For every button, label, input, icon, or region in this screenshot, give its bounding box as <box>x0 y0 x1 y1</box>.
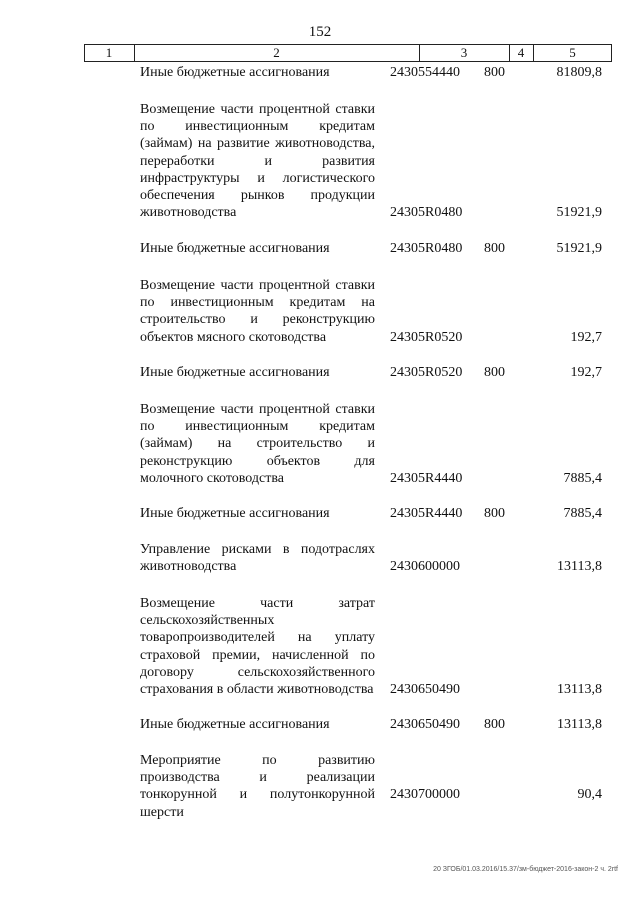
row-name: Иные бюджетные ассигнования <box>140 506 330 521</box>
table-header-row <box>84 44 612 62</box>
row-code: 2430650490 <box>390 682 460 697</box>
row-group: 800 <box>484 241 505 256</box>
row-sum: 90,4 <box>577 787 602 802</box>
row-code: 2430700000 <box>390 787 460 802</box>
row-name: Возмещение части процентной ставки по инвестиционным кредитам (займам) на развитие животноводства, переработки и развития инфраструктуры и логистического обеспечения рынков продукции животноводства <box>140 102 375 221</box>
row-name: Управление рисками в подотраслях животноводства <box>140 542 375 575</box>
row-group: 800 <box>484 65 505 80</box>
row-sum: 7885,4 <box>563 506 602 521</box>
row-sum: 192,7 <box>570 330 602 345</box>
row-code: 24305R0480 <box>390 241 463 256</box>
row-sum: 51921,9 <box>556 205 602 220</box>
row-sum: 7885,4 <box>563 471 602 486</box>
row-code: 24305R4440 <box>390 471 463 486</box>
row-sum: 13113,8 <box>557 559 602 574</box>
row-code: 24305R0520 <box>390 330 463 345</box>
row-group: 800 <box>484 506 505 521</box>
page-number: 152 <box>308 24 332 40</box>
row-code: 2430600000 <box>390 559 460 574</box>
row-name: Возмещение части затрат сельскохозяйственных товаропроизводителей на уплату страховой премии, начисленной по договору сельскохозяйственного страхования в области животноводства <box>140 596 375 698</box>
header-col-1: 1 <box>105 45 113 60</box>
row-name: Иные бюджетные ассигнования <box>140 365 330 380</box>
row-name: Мероприятие по развитию производства и реализации тонкорунной и полутонкорунной шерсти <box>140 753 375 820</box>
header-separator <box>611 45 612 61</box>
row-sum: 13113,8 <box>557 682 602 697</box>
row-sum: 192,7 <box>570 365 602 380</box>
header-col-3: 3 <box>460 45 468 60</box>
row-name: Иные бюджетные ассигнования <box>140 241 330 256</box>
row-group: 800 <box>484 365 505 380</box>
row-code: 2430650490 <box>390 717 460 732</box>
row-group: 800 <box>484 717 505 732</box>
row-code: 24305R4440 <box>390 506 463 521</box>
header-col-5: 5 <box>569 45 576 60</box>
row-code: 24305R0480 <box>390 205 463 220</box>
row-name: Иные бюджетные ассигнования <box>140 717 330 732</box>
row-sum: 81809,8 <box>556 65 602 80</box>
row-code: 24305R0520 <box>390 365 463 380</box>
row-name: Возмещение части процентной ставки по инвестиционным кредитам (займам) на строительство и реконструкцию объектов для молочного скотоводства <box>140 402 375 486</box>
header-col-2: 2 <box>273 45 280 60</box>
row-code: 2430554440 <box>390 65 460 80</box>
footer-file-path: 20 ЗГОБ/01.03.2016/15.37/зм-бюджет-2016-закон-2 ч. 2rtf <box>433 866 618 873</box>
row-sum: 51921,9 <box>556 241 602 256</box>
row-name: Иные бюджетные ассигнования <box>140 65 330 80</box>
header-col-4: 4 <box>517 45 525 60</box>
row-name: Возмещение части процентной ставки по инвестиционным кредитам на строительство и реконструкцию объектов мясного скотоводства <box>140 278 375 345</box>
row-sum: 13113,8 <box>557 717 602 732</box>
